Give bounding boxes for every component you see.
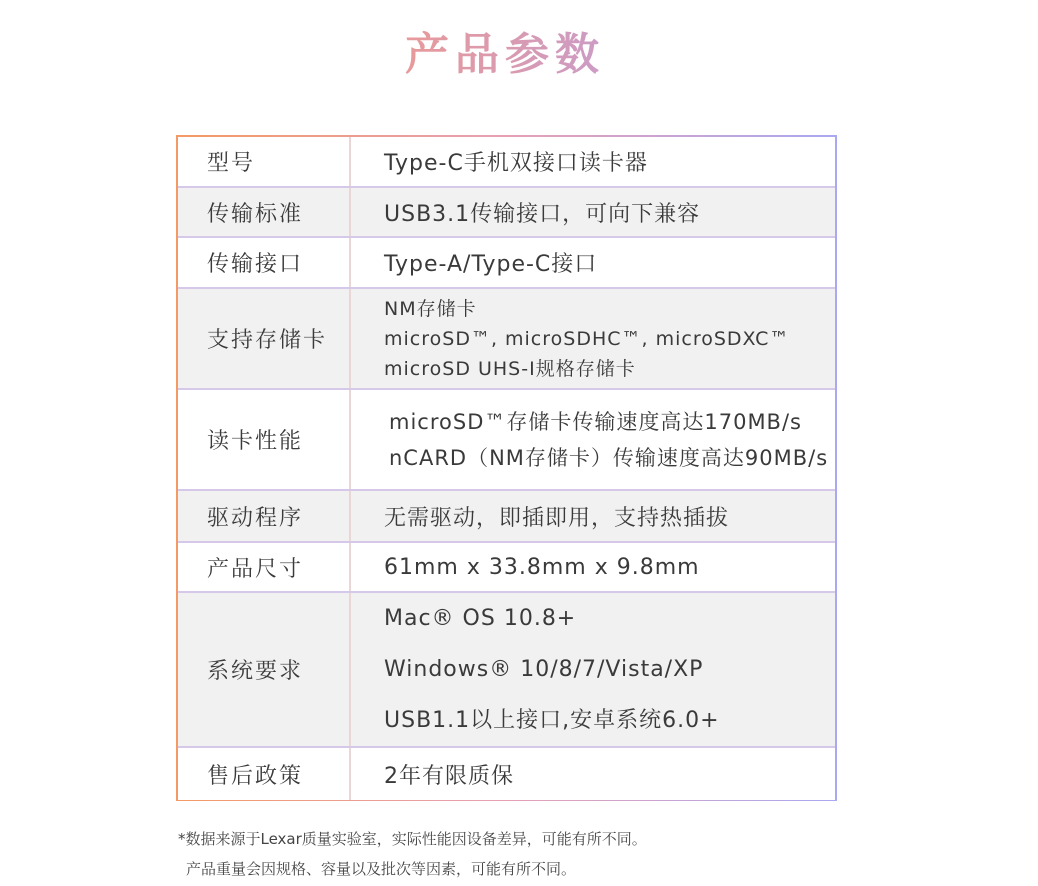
table-row [178, 542, 835, 592]
row-value [350, 137, 835, 187]
row-value [350, 288, 835, 389]
value-line: microSD™, microSDHC™, microSDXC™ [384, 327, 790, 350]
footnote: *数据来源于Lexar质量实验室，实际性能因设备差异，可能有所不同。 [178, 830, 647, 848]
table-row [178, 747, 835, 800]
row-label: 传输标准 [178, 187, 350, 237]
row-label: 读卡性能 [178, 389, 350, 490]
value-line: 无需驱动，即插即用，支持热插拔 [384, 505, 730, 531]
row-label: 驱动程序 [178, 490, 350, 542]
row-label: 支持存储卡 [178, 288, 350, 389]
row-label: 系统要求 [178, 592, 350, 747]
row-value [350, 490, 835, 542]
table-row [178, 389, 835, 490]
row-value [350, 237, 835, 288]
row-value [350, 187, 835, 237]
table-row [178, 592, 835, 747]
footnote: 产品重量会因规格、容量以及批次等因素，可能有所不同。 [186, 860, 577, 878]
spec-table [178, 137, 835, 800]
row-label: 型号 [178, 137, 350, 187]
row-label: 售后政策 [178, 747, 350, 800]
row-value [350, 747, 835, 800]
value-line: 61mm x 33.8mm x 9.8mm [384, 554, 700, 580]
row-value [350, 389, 835, 490]
value-line: Windows® 10/8/7/Vista/XP [384, 657, 704, 682]
value-line: microSD UHS-I规格存储卡 [384, 357, 636, 380]
value-line: USB1.1以上接口,安卓系统6.0+ [384, 708, 720, 733]
value-line: USB3.1传输接口，可向下兼容 [384, 201, 701, 227]
table-row [178, 187, 835, 237]
table-row [178, 237, 835, 288]
row-value [350, 592, 835, 747]
row-label: 传输接口 [178, 237, 350, 288]
value-line: nCARD（NM存储卡）传输速度高达90MB/s [389, 445, 829, 470]
table-row [178, 490, 835, 542]
value-line: 2年有限质保 [384, 763, 514, 789]
row-value [350, 542, 835, 592]
row-label: 产品尺寸 [178, 542, 350, 592]
spec-table-frame [176, 135, 837, 801]
page-title: 产品参数 [0, 18, 1010, 82]
table-row [178, 288, 835, 389]
value-line: microSD™存储卡传输速度高达170MB/s [389, 409, 802, 434]
value-line: Type-C手机双接口读卡器 [384, 151, 648, 176]
value-line: NM存储卡 [384, 297, 477, 320]
value-line: Mac® OS 10.8+ [384, 606, 577, 631]
table-row [178, 137, 835, 187]
value-line: Type-A/Type-C接口 [384, 252, 598, 277]
